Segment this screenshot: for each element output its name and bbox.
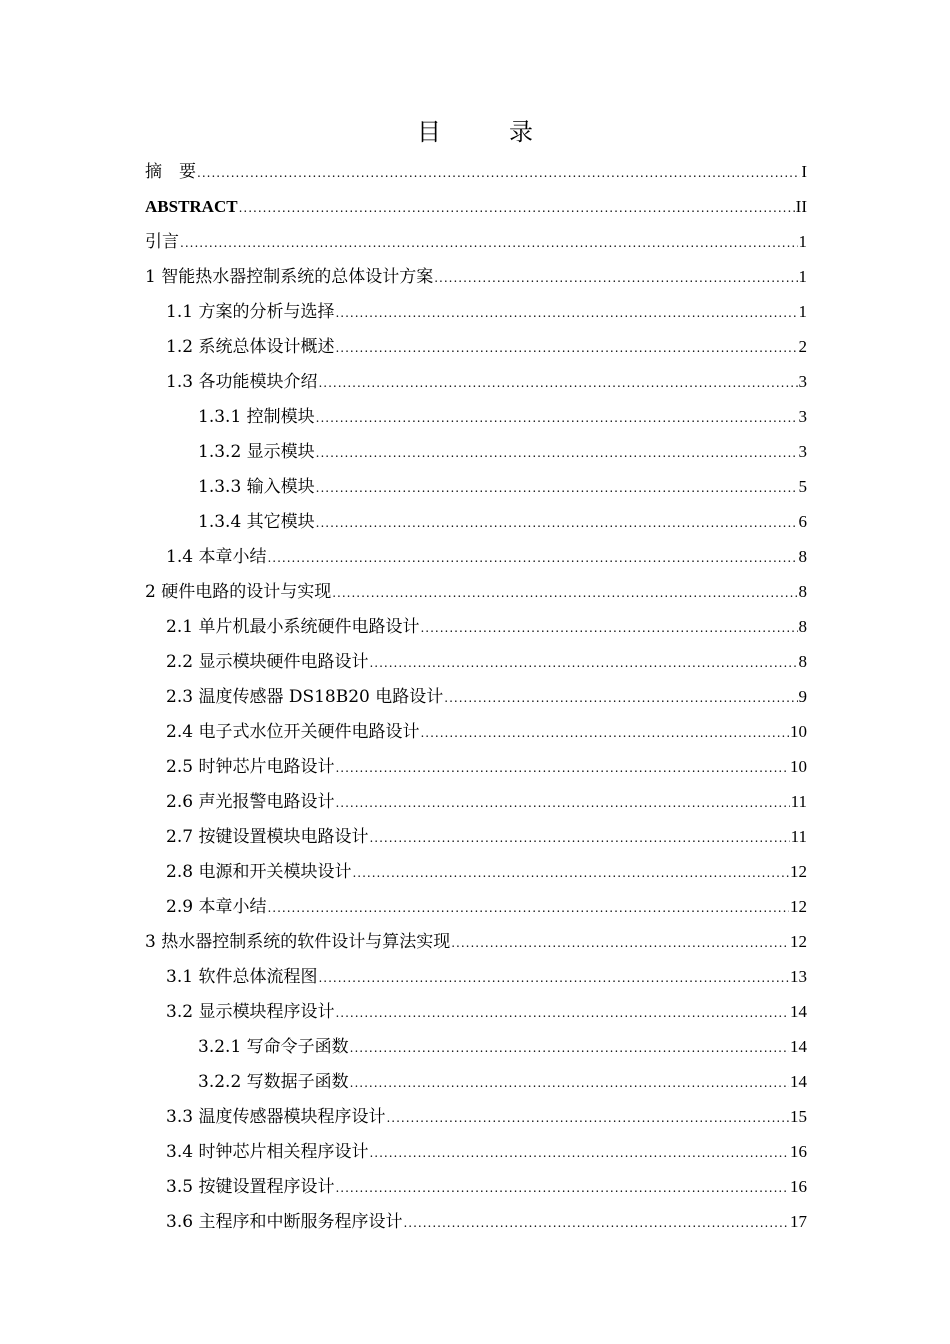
toc-entry-page-number: 9 [798,687,807,706]
toc-entry-page-number: 8 [798,617,807,636]
toc-entry-page-number: I [801,162,807,181]
toc-entry[interactable] [145,609,807,644]
toc-entry-title: 2.8 电源和开关模块设计 [166,862,352,882]
toc-entry[interactable] [145,1029,807,1064]
toc-entry-page-number: 10 [790,722,807,741]
toc-entry[interactable] [145,189,807,224]
toc-dot-leader [335,331,797,366]
toc-entry-page-number: 12 [790,862,807,881]
toc-dot-leader [369,821,789,856]
toc-entry-title: 1.4 本章小结 [166,547,267,567]
toc-dot-leader [420,716,789,751]
toc-dot-leader [335,1171,789,1206]
toc-dot-leader [350,1031,789,1066]
toc-entry-title: 1.3 各功能模块介绍 [166,372,318,392]
toc-entry[interactable] [145,924,807,959]
toc-entry[interactable] [145,889,807,924]
toc-entry[interactable] [145,154,807,189]
toc-entry-page-number: 15 [790,1107,807,1126]
page-title: 目 录 [417,118,555,146]
toc-dot-leader [335,751,789,786]
toc-dot-leader [352,856,789,891]
toc-dot-leader [403,1206,789,1241]
toc-entry-page-number: 13 [790,967,807,986]
table-of-contents [145,154,807,1239]
toc-entry-title: 1.3.3 输入模块 [198,477,315,497]
toc-entry[interactable] [145,819,807,854]
toc-entry-page-number: 3 [798,372,807,391]
toc-entry[interactable] [145,854,807,889]
toc-entry-page-number: 1 [798,267,807,286]
toc-entry-page-number: 14 [790,1002,807,1021]
toc-entry-page-number: 14 [790,1037,807,1056]
toc-entry-title: 1 智能热水器控制系统的总体设计方案 [145,267,434,287]
toc-entry[interactable] [145,1169,807,1204]
toc-entry-title: 3.5 按键设置程序设计 [166,1177,335,1197]
toc-entry-title: 摘 要 [145,162,196,182]
toc-dot-leader [318,366,797,401]
toc-dot-leader [369,1136,789,1171]
toc-entry-title: 2.1 单片机最小系统硬件电路设计 [166,617,420,637]
toc-entry-page-number: 3 [798,442,807,461]
toc-entry-title: 2.7 按键设置模块电路设计 [166,827,369,847]
toc-dot-leader [318,961,789,996]
toc-entry[interactable] [145,994,807,1029]
toc-entry-page-number: 12 [790,932,807,951]
toc-entry-title: 2 硬件电路的设计与实现 [145,582,332,602]
toc-entry[interactable] [145,784,807,819]
toc-entry-title: 1.3.1 控制模块 [198,407,315,427]
toc-entry-page-number: 16 [790,1177,807,1196]
toc-entry[interactable] [145,644,807,679]
toc-entry-page-number: 5 [798,477,807,496]
toc-entry-page-number: 11 [790,827,807,846]
toc-dot-leader [267,891,789,926]
toc-entry-title: 3.2.2 写数据子函数 [198,1072,349,1092]
toc-dot-leader [335,996,789,1031]
toc-entry-title: 2.5 时钟芯片电路设计 [166,757,335,777]
toc-entry-title: 2.2 显示模块硬件电路设计 [166,652,369,672]
toc-entry-title: 3.2 显示模块程序设计 [166,1002,335,1022]
toc-entry-page-number: 6 [798,512,807,531]
toc-entry[interactable] [145,1064,807,1099]
toc-entry[interactable] [145,959,807,994]
toc-entry[interactable] [145,539,807,574]
toc-dot-leader [267,541,797,576]
toc-entry-title: 3.3 温度传感器模块程序设计 [166,1107,386,1127]
toc-dot-leader [444,681,797,716]
toc-entry-page-number: 1 [798,232,807,251]
toc-entry[interactable] [145,504,807,539]
toc-entry[interactable] [145,749,807,784]
toc-entry[interactable] [145,294,807,329]
toc-entry-title: 3.6 主程序和中断服务程序设计 [166,1212,403,1232]
toc-dot-leader [316,471,798,506]
toc-entry[interactable] [145,329,807,364]
toc-entry-title: 1.3.2 显示模块 [198,442,315,462]
toc-entry-page-number: 8 [798,547,807,566]
toc-entry-title: 2.9 本章小结 [166,897,267,917]
toc-entry[interactable] [145,1204,807,1239]
toc-entry-page-number: 12 [790,897,807,916]
toc-entry-title: 1.1 方案的分析与选择 [166,302,335,322]
toc-entry-title: 1.2 系统总体设计概述 [166,337,335,357]
toc-entry-title: 3.4 时钟芯片相关程序设计 [166,1142,369,1162]
toc-dot-leader [332,576,797,611]
toc-dot-leader [180,226,798,261]
toc-entry-page-number: 3 [798,407,807,426]
toc-dot-leader [316,506,798,541]
toc-entry-page-number: 14 [790,1072,807,1091]
toc-entry[interactable] [145,679,807,714]
toc-entry-title: 2.4 电子式水位开关硬件电路设计 [166,722,420,742]
toc-entry-title: 3.2.1 写命令子函数 [198,1037,349,1057]
toc-dot-leader [316,436,798,471]
toc-entry-page-number: 11 [790,792,807,811]
toc-dot-leader [197,156,800,191]
toc-dot-leader [335,296,797,331]
toc-dot-leader [350,1066,789,1101]
toc-entry[interactable] [145,224,807,259]
toc-entry-page-number: 17 [790,1212,807,1231]
toc-dot-leader [335,786,789,821]
toc-dot-leader [386,1101,789,1136]
toc-dot-leader [369,646,797,681]
toc-dot-leader [239,191,795,226]
toc-entry-page-number: 2 [798,337,807,356]
toc-entry-page-number: 16 [790,1142,807,1161]
toc-entry[interactable] [145,259,807,294]
toc-entry[interactable] [145,574,807,609]
toc-entry-page-number: 8 [798,582,807,601]
toc-entry-title: 3 热水器控制系统的软件设计与算法实现 [145,932,451,952]
toc-entry-page-number: 10 [790,757,807,776]
toc-entry-title: ABSTRACT [145,197,238,216]
toc-dot-leader [434,261,797,296]
toc-dot-leader [316,401,798,436]
toc-entry-title: 1.3.4 其它模块 [198,512,315,532]
toc-entry-title: 2.6 声光报警电路设计 [166,792,335,812]
toc-entry-page-number: 8 [798,652,807,671]
toc-entry-page-number: II [795,197,807,216]
toc-entry[interactable] [145,364,807,399]
toc-entry[interactable] [145,434,807,469]
toc-entry-title: 3.1 软件总体流程图 [166,967,318,987]
toc-entry[interactable] [145,1099,807,1134]
toc-entry[interactable] [145,469,807,504]
toc-dot-leader [451,926,789,961]
toc-entry-page-number: 1 [798,302,807,321]
toc-dot-leader [420,611,797,646]
toc-entry[interactable] [145,1134,807,1169]
toc-entry[interactable] [145,714,807,749]
toc-entry[interactable] [145,399,807,434]
toc-entry-title: 2.3 温度传感器 DS18B20 电路设计 [166,687,444,707]
toc-entry-title: 引言 [145,232,179,252]
